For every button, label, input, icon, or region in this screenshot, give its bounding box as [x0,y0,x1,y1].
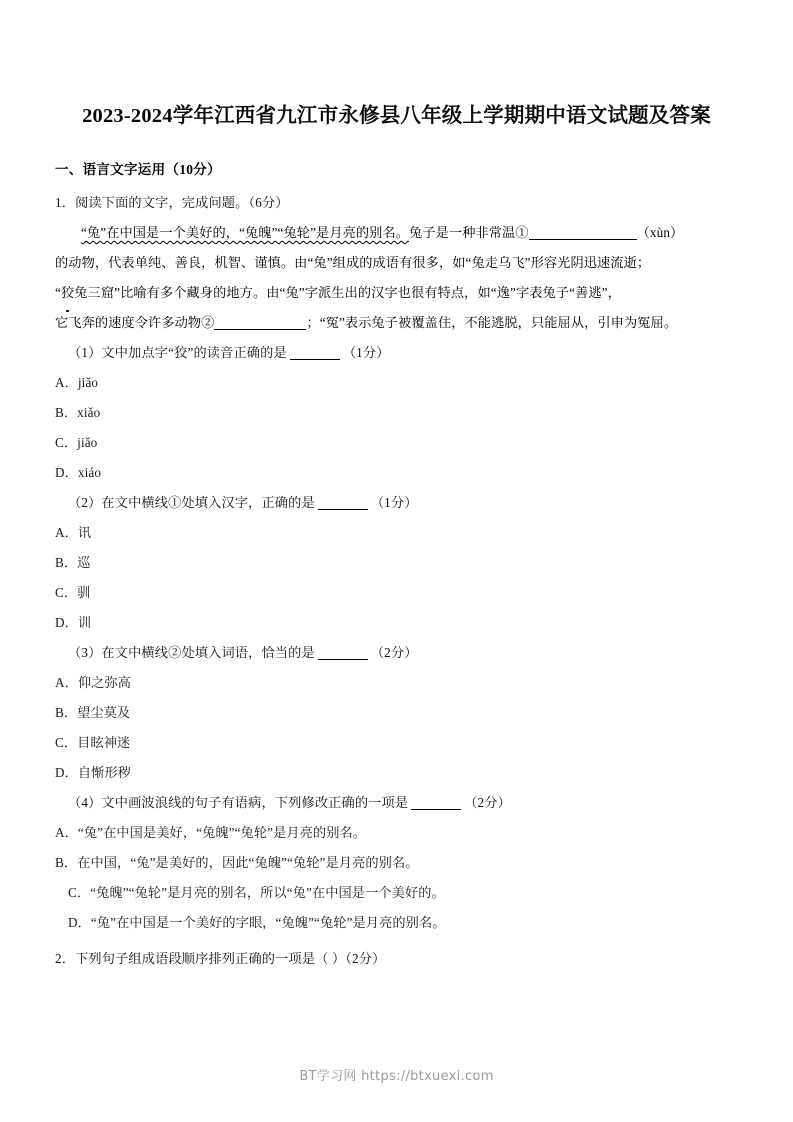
passage-blank-1 [529,239,637,240]
subquestion-1-stem-text: （1）文中加点字“狡”的读音正确的是 [68,345,287,360]
option-item[interactable]: B．在中国，“兔”是美好的，因此“兔魄”“兔轮”是月亮的别名。 [55,855,419,870]
option-item[interactable]: B．xiǎo [55,405,101,420]
passage-line-1-tail: （xùn） [636,225,684,240]
option-item[interactable]: B．巡 [55,555,91,570]
subquestion-4-points: （2分） [464,795,511,810]
option-item[interactable]: D．“兔”在中国是一个美好的字眼，“兔魄”“兔轮”是月亮的别名。 [68,915,446,930]
passage-line-4 [55,308,738,338]
passage-line-3-rest: 兔三窟”比喻有多个藏身的地方。由“兔”字派生出的汉字也很有特点，如“逸”字表兔子“善逃”， [74,285,621,300]
subquestion-4-answer-blank[interactable] [411,809,461,810]
subquestion-1-answer-blank[interactable] [290,359,340,360]
subquestion-2-stem [55,488,738,518]
subquestion-2-answer-blank[interactable] [318,509,368,510]
passage-line-3-open: “ [55,285,61,300]
option-item[interactable]: C．目眩神迷 [55,735,131,750]
option-item[interactable]: C．jiǎo [55,435,98,450]
passage-line-1-rest: 兔子是一种非常温① [409,225,529,240]
subquestion-3-stem-text: （3）在文中横线②处填入词语，恰当的是 [68,645,315,660]
option-item[interactable]: A．仰之弥高 [55,675,132,690]
option-item[interactable]: D．自惭形秽 [55,765,132,780]
subquestion-2-stem-text: （2）在文中横线①处填入汉字，正确的是 [68,495,315,510]
option-item[interactable]: D．训 [55,615,92,630]
passage-line-4-head: 它飞奔的速度令许多动物② [55,315,215,330]
option-item[interactable]: B．望尘莫及 [55,705,131,720]
passage-blank-2 [214,329,306,330]
emphasis-dot-char: 狡 [61,278,74,308]
passage-line-1 [55,218,738,248]
question-2-stem: 2．下列句子组成语段顺序排列正确的一项是（ ）（2分） [55,951,386,966]
question-1-stem: 1．阅读下面的文字，完成问题。（6分） [55,195,289,210]
subquestion-3-stem [55,638,738,668]
subquestion-3-points: （2分） [370,645,418,660]
section-heading: 一、语言文字运用（10分） [55,162,221,177]
option-item[interactable]: C．驯 [55,585,91,600]
passage-line-2: 的动物，代表单纯、善良，机智、谨慎。由“兔”组成的成语有很多，如“兔走乌飞”形容光阴迅速流逝； [55,255,651,270]
subquestion-3-answer-blank[interactable] [318,659,368,660]
footer-watermark: BT学习网 https://btxuexi.com [299,1069,494,1084]
subquestion-1-points: （1分） [342,345,390,360]
subquestion-1-stem [55,338,738,368]
passage-line-4-tail: ；“冤”表示兔子被覆盖住，不能逃脱，只能屈从，引申为冤屈。 [306,315,678,330]
passage-line-3 [55,278,738,308]
option-item[interactable]: C．“兔魄”“兔轮”是月亮的别名，所以“兔”在中国是一个美好的。 [68,885,445,900]
passage-wavy-sentence: “兔”在中国是一个美好的，“兔魄”“兔轮”是月亮的别名。 [81,225,410,240]
option-item[interactable]: A．讯 [55,525,92,540]
option-item[interactable]: A．“兔”在中国是美好，“兔魄”“兔轮”是月亮的别名。 [55,825,367,840]
subquestion-4-stem-text: （4）文中画波浪线的句子有语病，下列修改正确的一项是 [68,795,409,810]
option-item[interactable]: D．xiáo [55,465,102,480]
subquestion-2-points: （1分） [370,495,418,510]
page-title: 2023-2024学年江西省九江市永修县八年级上学期期中语文试题及答案 [82,105,711,127]
option-item[interactable]: A．jiǎo [55,375,99,390]
subquestion-4-stem [55,788,738,818]
